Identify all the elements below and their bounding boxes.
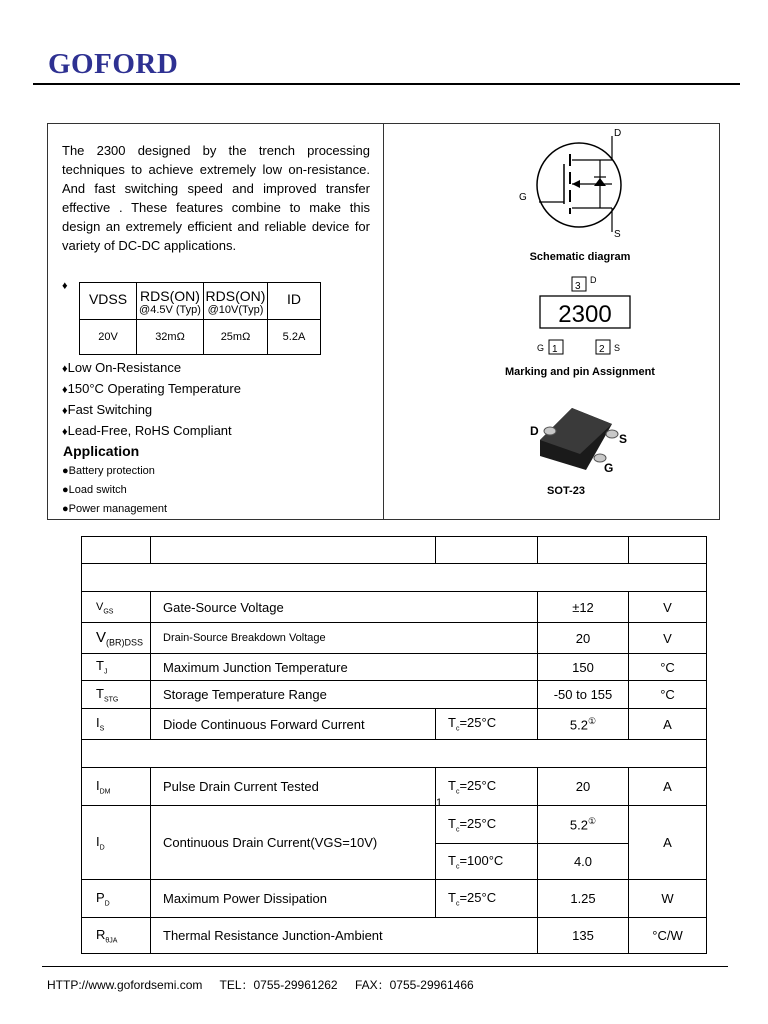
footer-tel: TEL：0755-29961262 (219, 978, 338, 992)
table-section-row (82, 564, 707, 592)
pin1-label: 1 (552, 344, 558, 355)
header-divider (33, 83, 740, 85)
schematic-label-d: D (614, 128, 622, 139)
table-row: $I_{DM}$ Pulse Drain Current Tested $T_c=25^\circ C$ 1 20 A (82, 768, 707, 806)
ratings-table (81, 536, 707, 954)
mosfet-schematic-icon (510, 122, 640, 242)
description: The 2300 designed by the trench processing techniques to achieve extremely low on-resistance. And fast switching speed and improved transfer effective . These features combine to make this design an extremely efficient and reliable device for variety of DC-DC applications. (62, 143, 370, 253)
feature-item: ♦150°C Operating Temperature (62, 381, 241, 396)
spec-col-rdson-45: RDS(ON) @4.5V (Typ) (137, 283, 204, 320)
spec-value-rdson-10: 25mΩ (204, 320, 268, 355)
table-row: $V_{(BR)DSS}$ Drain-Source Breakdown Voltage 20 V (82, 623, 707, 654)
application-list (62, 462, 167, 519)
spec-value-vdss: 20V (80, 320, 137, 355)
package-label-g: G (604, 461, 614, 475)
application-item: ●Power management (62, 503, 168, 515)
feature-item: ♦Low On-Resistance (62, 360, 182, 375)
table-row: $T_J$ Maximum Junction Temperature 150 °C (82, 654, 707, 681)
brand-logo: GOFORD (48, 48, 179, 80)
pin2-label: 2 (599, 344, 605, 355)
pin3-label: 3 (575, 281, 581, 292)
marking-label-g: G (537, 343, 545, 353)
table-row: $I_D$ Continuous Drain Current(VGS=10V) $T_c=25^\circ C$ 5.2① A (82, 806, 707, 844)
feature-item: ♦Lead-Free, RoHS Compliant (62, 423, 232, 438)
marking-diagram (530, 272, 640, 358)
marking-label-d: D (590, 275, 597, 285)
footer (47, 976, 488, 993)
schematic-label-s: S (614, 229, 621, 240)
table-header-row (82, 537, 707, 564)
table-row: $V_{GS}$ Gate-Source Voltage ±12 V (82, 592, 707, 623)
footer-divider (42, 966, 728, 967)
schematic-caption: Schematic diagram (529, 251, 631, 263)
marking-caption: Marking and pin Assignment (505, 366, 655, 378)
feature-list (62, 358, 241, 442)
spec-value-id: 5.2A (268, 320, 321, 355)
table-row: $T_{STG}$ Storage Temperature Range -50 to 155 °C (82, 681, 707, 709)
application-heading: Application (63, 443, 140, 459)
application-item: ●Load switch (62, 484, 127, 496)
key-spec-table (79, 282, 321, 355)
table-row: $I_S$ Diode Continuous Forward Current $T_c=25^\circ C$ 5.2① A (82, 709, 707, 740)
schematic-label-g: G (519, 192, 527, 203)
intro-box-divider (383, 123, 384, 520)
bullet-icon: ♦ (62, 280, 68, 292)
footer-url-link[interactable]: HTTP://www.gofordsemi.com (47, 978, 203, 992)
marking-code: 2300 (558, 301, 612, 328)
spec-col-rdson-10: RDS(ON) @10V(Typ) (204, 283, 268, 320)
sot23-package-image (526, 400, 636, 480)
marking-label-s: S (614, 343, 621, 353)
spec-value-rdson-45: 32mΩ (137, 320, 204, 355)
package-caption: SOT-23 (547, 485, 585, 497)
spec-col-vdss: VDSS (80, 283, 137, 320)
spec-col-id: ID (268, 283, 321, 320)
application-item: ●Battery protection (62, 465, 155, 477)
package-label-s: S (619, 432, 628, 446)
footer-fax: FAX：0755-29961466 (354, 978, 474, 992)
table-row: $T_c=100^\circ C$ 4.0 (82, 844, 707, 880)
package-label-d: D (530, 424, 539, 438)
table-row: $R_{\theta JA}$ Thermal Resistance Junction-Ambient 135 °C/W (82, 918, 707, 954)
feature-item: ♦Fast Switching (62, 402, 153, 417)
table-section-row (82, 740, 707, 768)
table-row: $P_D$ Maximum Power Dissipation $T_c=25^\circ C$ 1.25 W (82, 880, 707, 918)
